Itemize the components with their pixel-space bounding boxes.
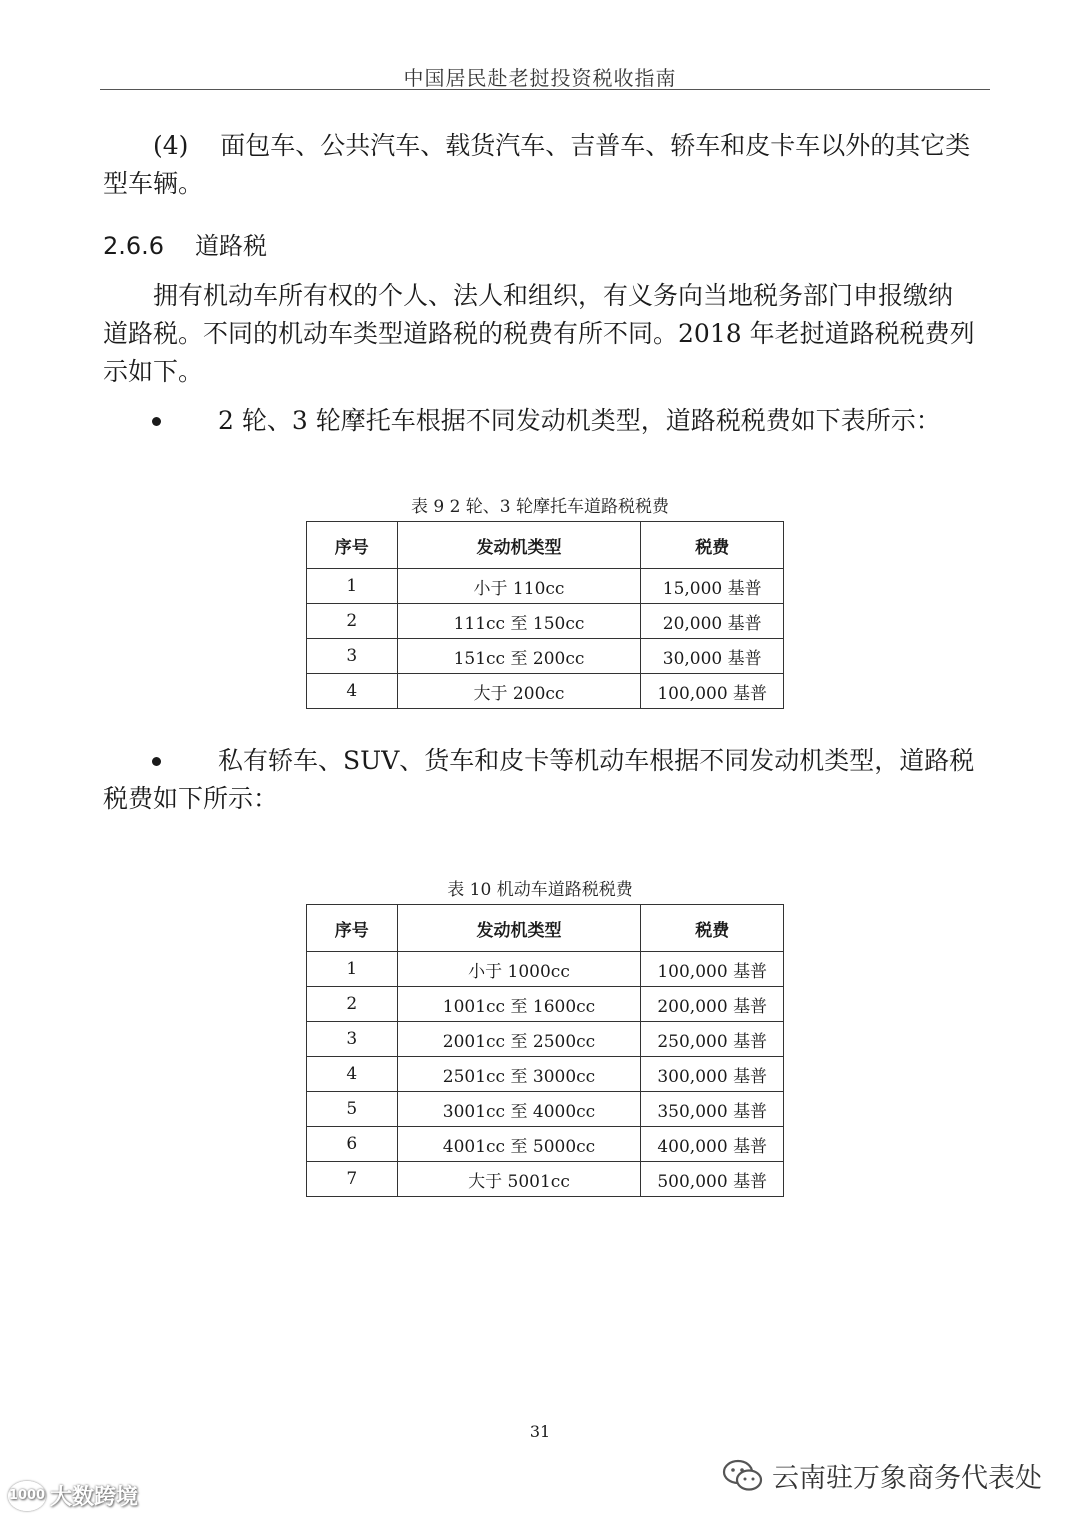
cell-index: 7 [307, 1162, 398, 1197]
cell-fee: 15,000 基普 [641, 569, 784, 604]
section-number: 2.6.6 [103, 232, 165, 260]
section-heading [103, 226, 267, 261]
bullet-2-line-1: 私有轿车、SUV、货车和皮卡等机动车根据不同发动机类型，道路税 [218, 746, 975, 775]
bullet-1 [103, 402, 988, 440]
cell-fee: 20,000 基普 [641, 604, 784, 639]
page-header-title: 中国居民赴老挝投资税收指南 [403, 66, 677, 90]
bullet-2 [103, 742, 988, 818]
cell-engine-type: 2501cc 至 3000cc [397, 1057, 641, 1092]
table-row [307, 952, 784, 987]
cell-fee: 30,000 基普 [641, 639, 784, 674]
cell-fee: 250,000 基普 [641, 1022, 784, 1057]
cell-index: 3 [307, 1022, 398, 1057]
cell-fee: 400,000 基普 [641, 1127, 784, 1162]
item-4-line-2: 型车辆。 [103, 169, 204, 198]
cell-fee: 100,000 基普 [641, 952, 784, 987]
watermark-right [722, 1456, 1042, 1495]
watermark-left-text: 大数跨境 [50, 1485, 139, 1510]
header-divider [100, 89, 990, 90]
table-row [307, 674, 784, 709]
intro-line-2: 道路税。不同的机动车类型道路税的税费有所不同。2018 年老挝道路税税费列 [103, 319, 975, 348]
cell-engine-type: 3001cc 至 4000cc [397, 1092, 641, 1127]
item-4-paragraph [103, 127, 988, 203]
wechat-icon [722, 1459, 764, 1493]
page-number: 31 [529, 1422, 551, 1441]
cell-engine-type: 151cc 至 200cc [397, 639, 641, 674]
bullet-1-text: 2 轮、3 轮摩托车根据不同发动机类型，道路税税费如下表所示： [218, 406, 941, 435]
cell-fee: 200,000 基普 [641, 987, 784, 1022]
table-row [307, 639, 784, 674]
cell-fee: 300,000 基普 [641, 1057, 784, 1092]
cell-engine-type: 小于 110cc [397, 569, 641, 604]
cell-engine-type: 4001cc 至 5000cc [397, 1127, 641, 1162]
bullet-dot-icon [152, 757, 161, 766]
cell-engine-type: 大于 5001cc [397, 1162, 641, 1197]
cell-engine-type: 1001cc 至 1600cc [397, 987, 641, 1022]
col-header-index: 序号 [307, 522, 398, 569]
table-row [307, 1162, 784, 1197]
cell-index: 2 [307, 987, 398, 1022]
table-row [307, 1057, 784, 1092]
item-4-line-1: (4) 面包车、公共汽车、载货汽车、吉普车、轿车和皮卡车以外的其它类 [153, 131, 971, 160]
col-header-engine-type: 发动机类型 [397, 905, 641, 952]
table-row [307, 569, 784, 604]
cell-fee: 350,000 基普 [641, 1092, 784, 1127]
cell-index: 6 [307, 1127, 398, 1162]
bullet-2-line-2: 税费如下所示： [103, 784, 279, 813]
col-header-engine-type: 发动机类型 [397, 522, 641, 569]
intro-paragraph [103, 277, 988, 391]
cell-engine-type: 小于 1000cc [397, 952, 641, 987]
bullet-dot-icon [152, 417, 161, 426]
cell-index: 1 [307, 569, 398, 604]
cell-engine-type: 111cc 至 150cc [397, 604, 641, 639]
cell-fee: 500,000 基普 [641, 1162, 784, 1197]
table-row [307, 604, 784, 639]
table-row [307, 1092, 784, 1127]
cell-index: 5 [307, 1092, 398, 1127]
table-header-row [307, 905, 784, 952]
table-row [307, 987, 784, 1022]
intro-line-3: 示如下。 [103, 357, 204, 386]
cell-index: 4 [307, 674, 398, 709]
watermark-right-text: 云南驻万象商务代表处 [772, 1463, 1042, 1494]
section-title: 道路税 [195, 232, 267, 260]
watermark-left [8, 1480, 138, 1511]
col-header-fee: 税费 [641, 522, 784, 569]
table-row [307, 1022, 784, 1057]
table-9 [306, 521, 784, 709]
col-header-fee: 税费 [641, 905, 784, 952]
cell-index: 1 [307, 952, 398, 987]
cell-index: 3 [307, 639, 398, 674]
table-10-caption: 表 10 机动车道路税税费 [447, 880, 633, 900]
watermark-badge-icon: 1000 [8, 1481, 46, 1511]
table-row [307, 1127, 784, 1162]
cell-fee: 100,000 基普 [641, 674, 784, 709]
intro-line-1: 拥有机动车所有权的个人、法人和组织，有义务向当地税务部门申报缴纳 [153, 281, 954, 310]
table-header-row [307, 522, 784, 569]
table-10 [306, 904, 784, 1197]
table-9-caption: 表 9 2 轮、3 轮摩托车道路税税费 [410, 497, 670, 517]
cell-index: 2 [307, 604, 398, 639]
cell-engine-type: 大于 200cc [397, 674, 641, 709]
cell-engine-type: 2001cc 至 2500cc [397, 1022, 641, 1057]
col-header-index: 序号 [307, 905, 398, 952]
cell-index: 4 [307, 1057, 398, 1092]
